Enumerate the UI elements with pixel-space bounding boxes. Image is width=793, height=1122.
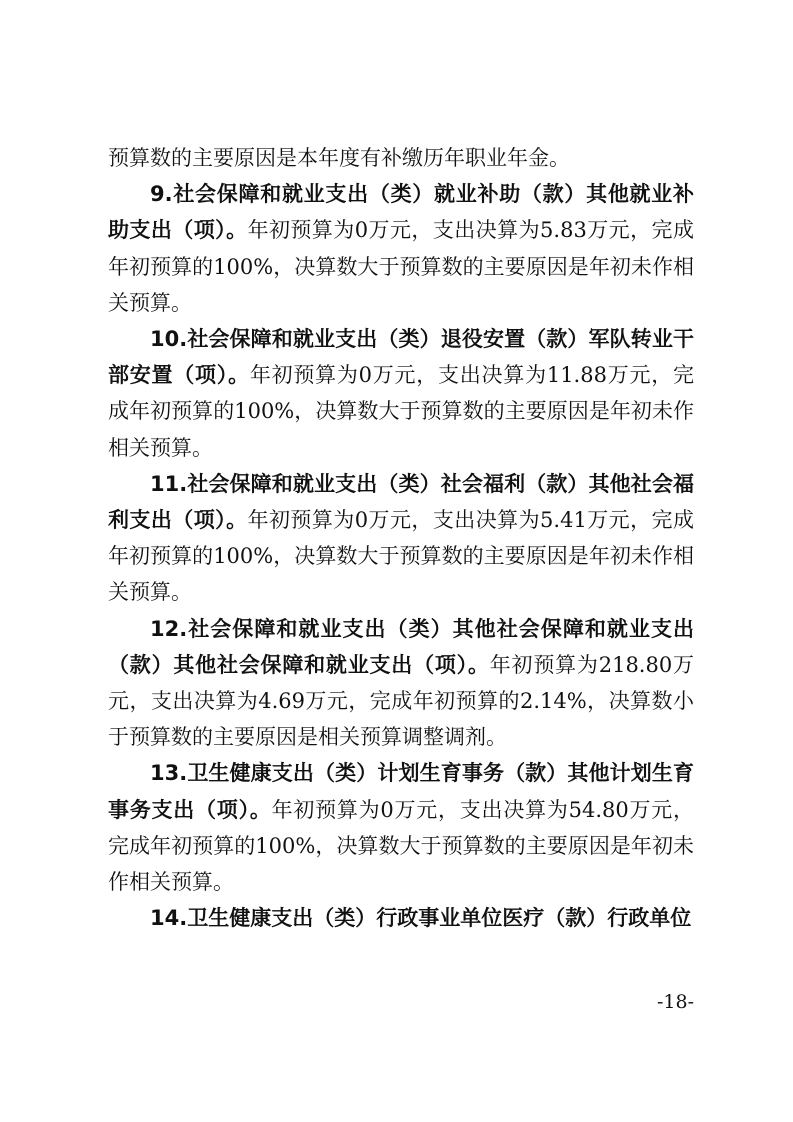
paragraph-item-11 [108, 466, 694, 611]
item-heading: 10.社会保障和就业支出（类）退役安置（款）军队转业干部安置（项）。 [108, 327, 694, 388]
item-heading: 11.社会保障和就业支出（类）社会福利（款）其他社会福利支出（项）。 [108, 471, 694, 533]
item-heading: 12.社会保障和就业支出（类）其他社会保障和就业支出（款）其他社会保障和就业支出（项）。 [108, 616, 694, 677]
item-heading: 14.卫生健康支出（类）行政事业单位医疗（款）行政单位 [150, 906, 692, 931]
item-heading: 13.卫生健康支出（类）计划生育事务（款）其他计划生育事务支出（项）。 [108, 761, 694, 822]
paragraph-item-10 [108, 321, 694, 466]
item-heading: 9.社会保障和就业支出（类）就业补助（款）其他就业补助支出（项）。 [108, 182, 694, 243]
paragraph-continuation [108, 140, 694, 176]
document-body [108, 140, 694, 936]
paragraph-body: 年初预算为218.80万元，支出决算为4.69万元，完成年初预算的2.14%，决算数小于预算数的主要原因是相关预算调整调剂。 [108, 652, 694, 750]
paragraph-body: 年初预算为0万元，支出决算为54.80万元，完成年初预算的100%，决算数大于预算数的主要原因是年初未作相关预算。 [108, 797, 695, 895]
paragraph-item-12 [108, 611, 694, 756]
paragraph-body: 年初预算为0万元，支出决算为5.41万元，完成年初预算的100%，决算数大于预算数的主要原因是年初未作相关预算。 [108, 508, 694, 605]
page-number: -18- [656, 991, 694, 1013]
paragraph-body: 预算数的主要原因是本年度有补缴历年职业年金。 [108, 146, 570, 170]
paragraph-item-13 [108, 755, 694, 900]
paragraph-item-9 [108, 176, 694, 321]
paragraph-body: 年初预算为0万元，支出决算为5.83万元，完成年初预算的100%，决算数大于预算数的主要原因是年初未作相关预算。 [108, 218, 694, 315]
paragraph-body: 年初预算为0万元，支出决算为11.88万元，完成年初预算的100%，决算数大于预算数的主要原因是年初未作相关预算。 [108, 363, 694, 460]
paragraph-item-14 [108, 900, 694, 936]
